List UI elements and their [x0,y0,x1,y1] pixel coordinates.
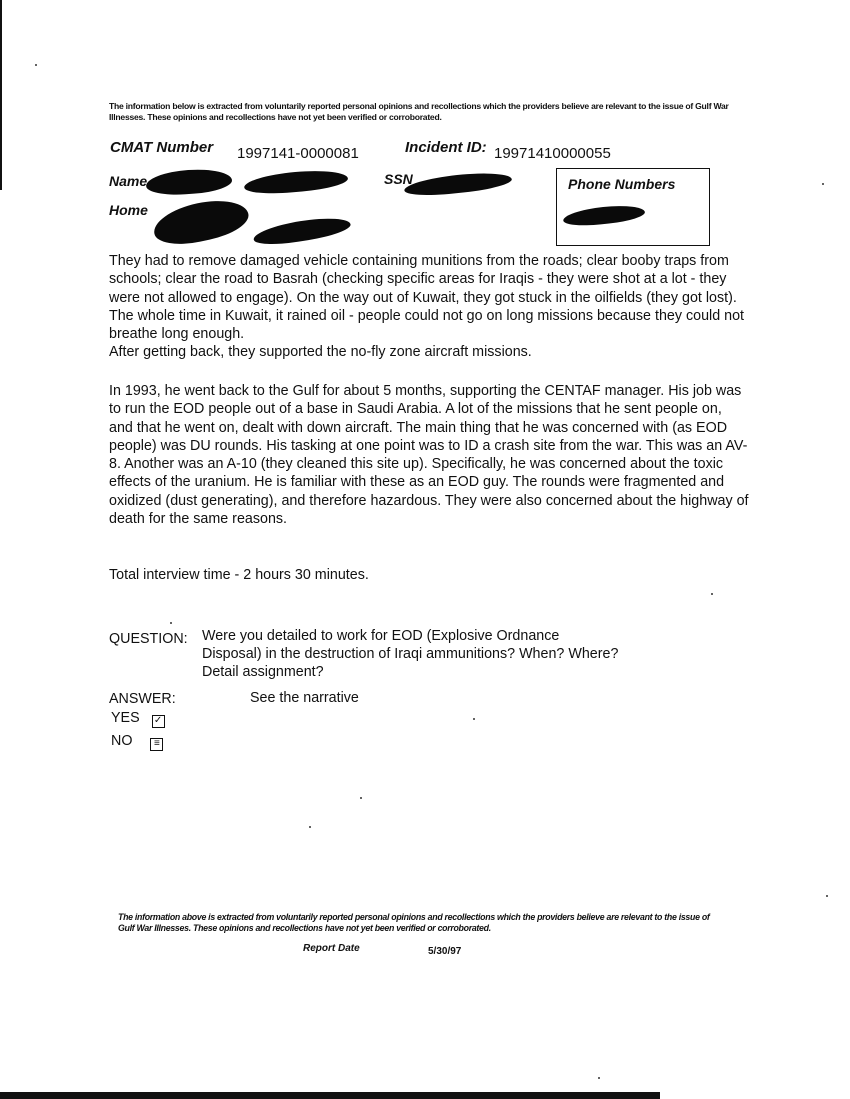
no-checkbox: ≡ [150,738,163,751]
no-label: NO [111,733,133,749]
question-label: QUESTION: [109,631,188,647]
scan-speck [826,895,828,897]
name-redaction-1 [145,167,232,197]
phone-redaction [562,203,645,228]
report-date-value: 5/30/97 [428,946,462,957]
scan-speck [473,718,475,720]
incident-id-value: 19971410000055 [494,145,611,162]
answer-label: ANSWER: [109,691,176,707]
home-label: Home [109,202,148,218]
incident-id-label: Incident ID: [405,139,487,156]
narrative-paragraph-1-text: They had to remove damaged vehicle containing munitions from the roads; clear booby traps from schools; clear the road to Basrah (checking specific areas for Iraqis - they were shot at a lot - they were not allowed to engage). On the way out of Kuwait, they got stuck in the oilfields (they got lost). The whole time in Kuwait, it rained oil - people could not go on long missions because they could not breathe long enough. [109,253,744,343]
bottom-edge-bar [0,1092,660,1099]
cmat-number-value: 1997141-0000081 [237,145,359,162]
home-redaction-1 [150,193,252,250]
yes-checkbox: ✓ [152,715,165,728]
scan-speck [170,622,172,624]
name-redaction-2 [243,168,348,197]
ssn-label: SSN [384,171,413,187]
question-text: Were you detailed to work for EOD (Explosive Ordnance Disposal) in the destruction of Iraqi ammunitions? When? Where? Detail assignment? [202,628,619,680]
bottom-disclaimer: The information above is extracted from voluntarily reported personal opinions and recollections which the providers believe are relevant to the issue of Gulf War Illnesses. These opinions and recollections have not yet been verified or corroborated. [118,912,710,933]
no-row [111,733,163,751]
scan-speck [35,64,37,66]
narrative-paragraph-1b-text: After getting back, they supported the no-fly zone aircraft missions. [109,344,532,361]
scan-speck [309,826,311,828]
yes-row [111,710,165,728]
yes-label: YES [111,710,140,726]
narrative-paragraph-2: In 1993, he went back to the Gulf for about 5 months, supporting the CENTAF manager. His job was to run the EOD people out of a base in Saudi Arabia. A lot of the missions that he sent people on, and that he went on, dealt with down aircraft. The main thing that he was concerned with (as EOD people) was DU rounds. His tasking at one point was to ID a crash site from the war. This was an AV-8. Another was an A-10 (they cleaned this site up). Specifically, he was concerned about the toxic effects of the uranium. He is familiar with these as an EOD guy. The rounds were fragmented and oxidized (dust generating), and therefore hazardous. They were also concerned about the highway of death for the same reasons. [109,383,749,528]
name-label: Name [109,173,148,189]
ssn-redaction [403,169,512,198]
cmat-number-label: CMAT Number [110,139,214,156]
scan-speck [822,183,824,185]
answer-text: See the narrative [250,690,359,706]
report-date-label: Report Date [303,943,360,954]
narrative-paragraph-1 [109,252,749,362]
total-interview-time: Total interview time - 2 hours 30 minutes. [109,567,369,583]
scan-speck [598,1077,600,1079]
phone-numbers-label: Phone Numbers [568,176,676,192]
scan-speck [711,593,713,595]
phone-numbers-box [556,168,710,246]
scan-speck [360,797,362,799]
home-redaction-2 [252,213,352,248]
top-disclaimer: The information below is extracted from voluntarily reported personal opinions and recollections which the providers believe are relevant to the issue of Gulf War Illnesses. These opinions and recollections have not yet been verified or corroborated. [109,101,729,122]
left-edge-bar [0,0,2,190]
